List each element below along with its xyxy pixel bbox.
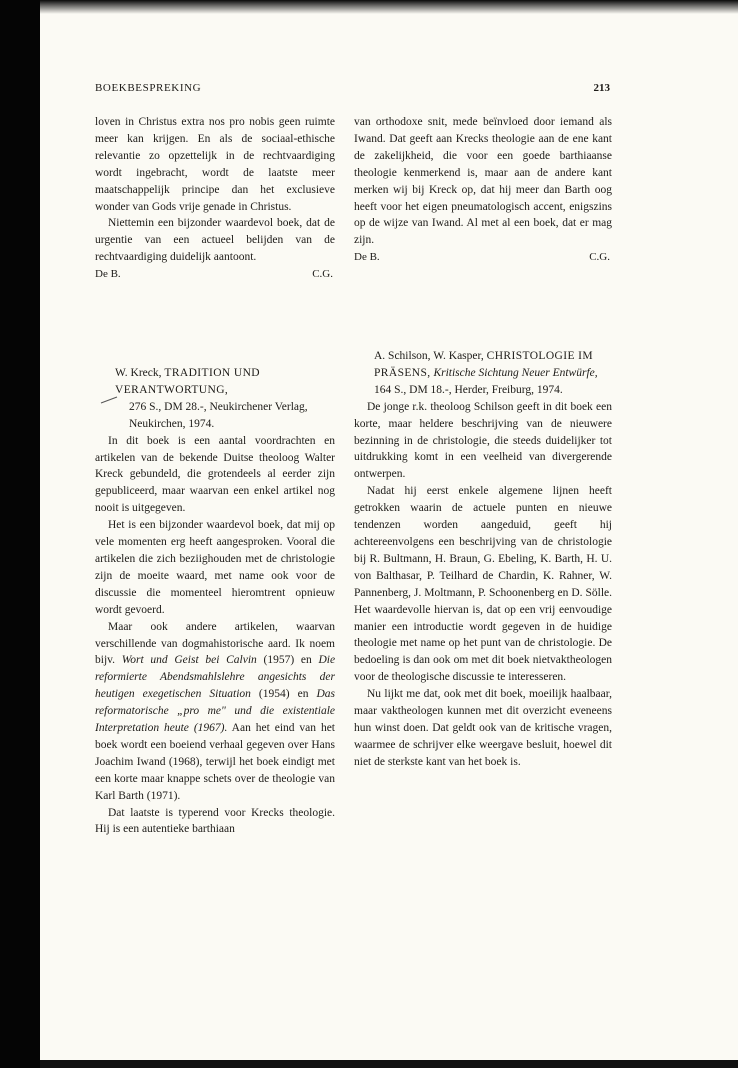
schilson-paragraph-2: Nadat hij eerst enkele algemene lijnen heeft getrokken waarin de actuele punten en nieuwe tendenzen worden aangeduid, geeft hij achtereenvolgens een beschrijving van de christologie bij R. Bultmann, H. Braun, G. Ebeling, K. Barth, H. U. von Balthasar, P. Teilhard de Chardin, K. Rahner, W. Pannenberg, J. Moltmann, P. Schoonenberg en D. Sölle. Het waardevolle hiervan is, dat op een vrij eenvoudige manier een introductie wordt gegeven in de huidige theologie met name op het punt van de christologie. De bedoeling is dan ook om met dit boek nietvaktheologen voor de theologische discussie te interesseren. [354,485,612,684]
book-title: TRADITION UND VERANTWORTUNG, [115,367,260,396]
cited-title: Wort und Geist bei Calvin [121,654,257,667]
book-heading-kreck [115,365,335,433]
running-head-title: BOEKBESPREKING [95,82,202,94]
review-2-continuation [354,114,612,266]
book-subtitle: Kritische Sichtung Neuer Entwürfe, [433,366,598,379]
book-heading-schilson [374,348,612,399]
review-schilson [354,348,612,771]
text-run: (1957) en [263,654,312,667]
review-1-continuation [95,114,335,283]
cited-title: Die reformierte Abendsmahlslehre angesichts der heutigen exegetischen Situation [95,654,336,701]
text-run: (1954) en [258,688,309,701]
schilson-paragraph-3: Nu lijkt me dat, ook met dit boek, moeilijk haalbaar, maar vaktheologen kunnen met dit overzicht eveneens hun winst doen. Dat geldt ook van de kritische vragen, waarmee de schrijver elke weergave besluit, hoewel dit niet de sterkste kant van het boek is. [354,688,612,768]
schilson-paragraph-1: De jonge r.k. theoloog Schilson geeft in dit boek een korte, maar heldere beschrijving van de nieuwere bezinning in de christologie, die steeds duidelijker tot uitdrukking komt in een veelheid van divergerende ontwerpen. [354,400,612,481]
signature-initials-left: De B. [95,268,121,281]
running-head [95,82,610,94]
kreck-paragraph-2: Het is een bijzonder waardevol boek, dat mij op vele momenten erg heeft aangesproken. Vooral die artikelen die zich beziighouden met de christologie zijn de moeite waard, met name ook voor de discussie die momenteel hieromtrent opnieuw wordt gevoerd. [95,519,335,616]
book-details: 276 S., DM 28.-, Neukirchener Verlag, Neukirchen, 1974. [129,400,308,430]
review-1-paragraph-2: Niettemin een bijzonder waardevol boek, dat de urgentie van een actueel belijden van de rechtvaardiging duidelijk aantoont. [95,217,335,264]
book-page [40,14,738,1060]
book-details: 164 S., DM 18.-, Herder, Freiburg, 1974. [374,383,563,396]
book-heading-line [115,365,335,399]
kreck-paragraph-1: In dit boek is een aantal voordrachten en artikelen van de bekende Duitse theoloog Walter Kreck gebundeld, die grotendeels al eerder zijn gepubliceerd, maar waarvan een enkel artikel nog nooit is uitgegeven. [95,434,335,515]
scan-edge-bottom [40,1060,738,1068]
signature-initials-right: C.G. [589,251,610,264]
scan-edge-left [0,0,40,1068]
text-run: Aan het eind van het boek wordt een boeiend verhaal gegeven over Hans Joachim Iwand (1968), terwijl het boek eindigt met een korte maar knappe schets over de theologie van Karl Barth (1971). [95,722,336,802]
book-authors: A. Schilson, W. Kasper, [374,350,484,362]
text-run: Maar ook andere artikelen, waarvan verschillende van dogmahistorische aard. Ik noem bijv. [95,620,335,667]
page-number: 213 [593,82,610,94]
kreck-paragraph-3 [95,619,335,805]
review-kreck [95,365,335,838]
book-title: CHRISTOLOGIE IM PRÄSENS, [374,350,594,379]
signature-initials-left: De B. [354,251,380,264]
book-author: W. Kreck, [115,367,162,379]
review-2-signature [354,249,612,266]
signature-initials-right: C.G. [312,268,333,281]
kreck-paragraph-4: Dat laatste is typerend voor Krecks theologie. Hij is een autentieke barthiaan [95,806,335,836]
scan-edge-top [40,0,738,14]
book-heading-line [374,348,612,399]
review-1-signature [95,266,335,283]
review-1-paragraph-1: loven in Christus extra nos pro nobis geen ruimte meer kan krijgen. En als de sociaal-ethische relevantie zo opzettelijk in de rechtvaardiging wordt ingebracht, wordt de laatste meer maatschappelijk principe dan het exclusieve wonder van Gods vrije genade in Christus. [95,116,335,213]
review-2-paragraph: van orthodoxe snit, mede beïnvloed door iemand als Iwand. Dat geeft aan Krecks theologie aan de ene kant de zakelijkheid, die voor een goede barthiaanse theologie kenmerkend is, maar aan de andere kant merken wij bij Kreck op, dat hij meer dan Barth oog heeft voor het eigen pneumatologisch accent, enigszins op de wijze van Iwand. Al met al een boek, dat er mag zijn. [354,116,612,247]
cited-title: Das reformatorische „pro me" und die existentiale Interpretation heute (1967). [95,688,335,735]
